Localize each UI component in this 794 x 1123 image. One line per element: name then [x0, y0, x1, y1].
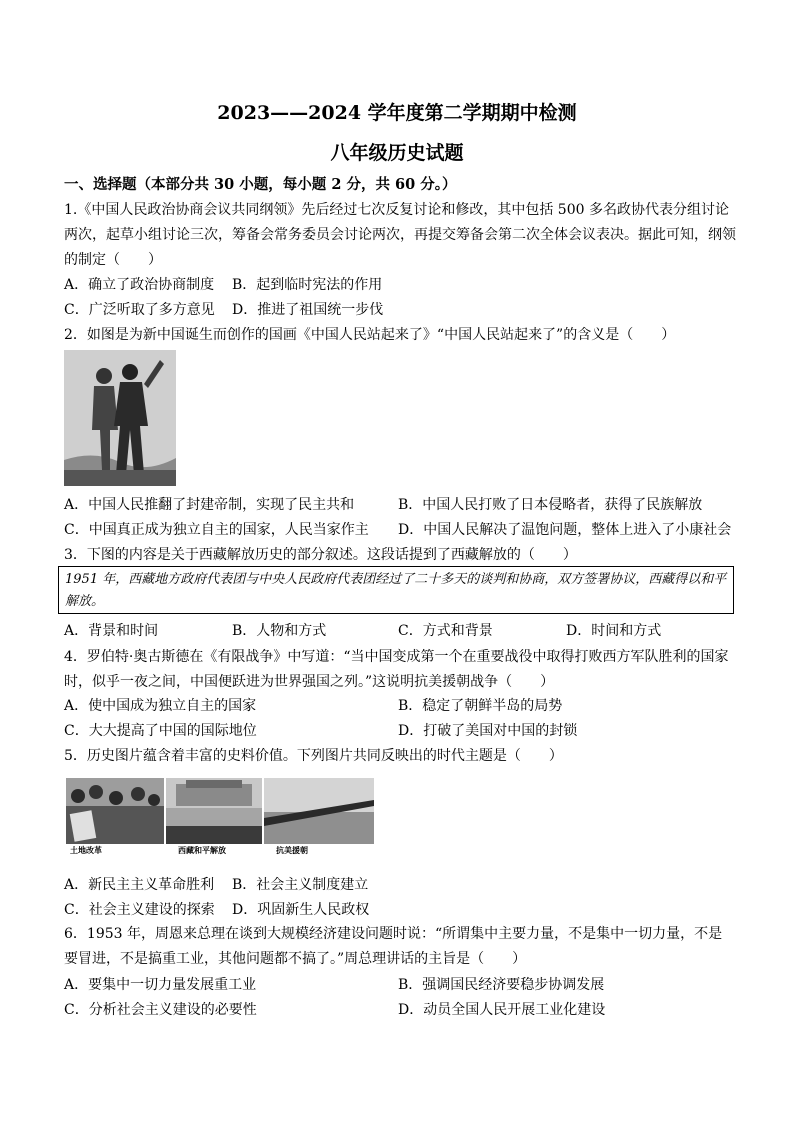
question-2-option-b: B．中国人民打败了日本侵略者，获得了民族解放 [398, 497, 703, 513]
question-1-option-c: C．广泛听取了多方意见 [64, 302, 215, 318]
exam-title: 2023——2024 学年度第二学期期中检测 [217, 102, 577, 124]
question-6-option-c: C．分析社会主义建设的必要性 [64, 1002, 257, 1018]
question-1-option-b: B．起到临时宪法的作用 [232, 277, 383, 293]
question-2-stem: 2．如图是为新中国诞生而创作的国画《中国人民站起来了》“中国人民站起来了”的含义是（ ） [64, 327, 676, 343]
question-5-option-c: C．社会主义建设的探索 [64, 902, 215, 918]
resist-us-aid-korea-photo [264, 778, 374, 844]
question-3-quote-box: 1951 年，西藏地方政府代表团与中央人民政府代表团经过了二十多天的谈判和协商，双方签署协议，西藏得以和平解放。 [58, 566, 734, 614]
question-5-option-b: B．社会主义制度建立 [232, 877, 369, 893]
question-5-option-a: A．新民主主义革命胜利 [64, 877, 215, 893]
caption-resist-us-aid-korea: 抗美援朝 [276, 846, 308, 855]
painting-figures-illustration [64, 350, 176, 486]
question-1-option-d: D．推进了祖国统一步伐 [232, 302, 384, 318]
question-4-option-d: D．打破了美国对中国的封锁 [398, 723, 578, 739]
tibet-liberation-photo [166, 778, 262, 844]
question-3-option-a: A．背景和时间 [64, 623, 159, 639]
caption-tibet-liberation: 西藏和平解放 [178, 846, 226, 855]
question-6-stem: 6．1953 年，周恩来总理在谈到大规模经济建设问题时说：“所谓集中主要力量，不是集中一切力量，不是要冒进，不是搞重工业，其他问题都不搞了。”周总理讲话的主旨是（ ） [64, 926, 723, 967]
question-6-option-d: D．动员全国人民开展工业化建设 [398, 1002, 606, 1018]
question-4-option-c: C．大大提高了中国的国际地位 [64, 723, 257, 739]
question-3-option-d: D．时间和方式 [566, 623, 662, 639]
question-5-stem: 5．历史图片蕴含着丰富的史料价值。下列图片共同反映出的时代主题是（ ） [64, 748, 563, 764]
question-2-option-c: C．中国真正成为独立自主的国家，人民当家作主 [64, 522, 369, 538]
question-2-option-d: D．中国人民解决了温饱问题，整体上进入了小康社会 [398, 522, 732, 538]
question-4-option-b: B．稳定了朝鲜半岛的局势 [398, 698, 563, 714]
bridge-crossing-illustration [264, 778, 374, 844]
section-heading: 一、选择题（本部分共 30 小题，每小题 2 分，共 60 分。） [64, 176, 457, 193]
question-6-option-a: A．要集中一切力量发展重工业 [64, 977, 257, 993]
land-reform-crowd-illustration [66, 778, 164, 844]
painting-image [64, 350, 176, 486]
exam-subtitle: 八年级历史试题 [330, 142, 464, 164]
question-1-option-a: A．确立了政治协商制度 [64, 277, 215, 293]
question-4-option-a: A．使中国成为独立自主的国家 [64, 698, 257, 714]
question-2-option-a: A．中国人民推翻了封建帝制，实现了民主共和 [64, 497, 355, 513]
question-1-stem: 1.《中国人民政治协商会议共同纲领》先后经过七次反复讨论和修改，其中包括 500 多名政协代表分组讨论两次，起草小组讨论三次，筹备会常务委员会讨论两次，再提交筹备会第二次全体会议表决。据此可知，纲领的制定（ ） [64, 202, 736, 268]
question-3-option-b: B．人物和方式 [232, 623, 327, 639]
question-3-option-c: C．方式和背景 [398, 623, 493, 639]
land-reform-photo [66, 778, 164, 844]
question-5-option-d: D．巩固新生人民政权 [232, 902, 370, 918]
question-3-stem: 3．下图的内容是关于西藏解放历史的部分叙述。这段话提到了西藏解放的（ ） [64, 547, 577, 563]
question-6-option-b: B．强调国民经济要稳步协调发展 [398, 977, 605, 993]
tibet-parade-illustration [166, 778, 262, 844]
question-4-stem: 4．罗伯特·奥古斯德在《有限战争》中写道：“当中国变成第一个在重要战役中取得打败西方军队胜利的国家时，似乎一夜之间，中国便跃进为世界强国之列。”这说明抗美援朝战争（ ） [64, 649, 729, 690]
caption-land-reform: 土地改革 [70, 846, 102, 855]
